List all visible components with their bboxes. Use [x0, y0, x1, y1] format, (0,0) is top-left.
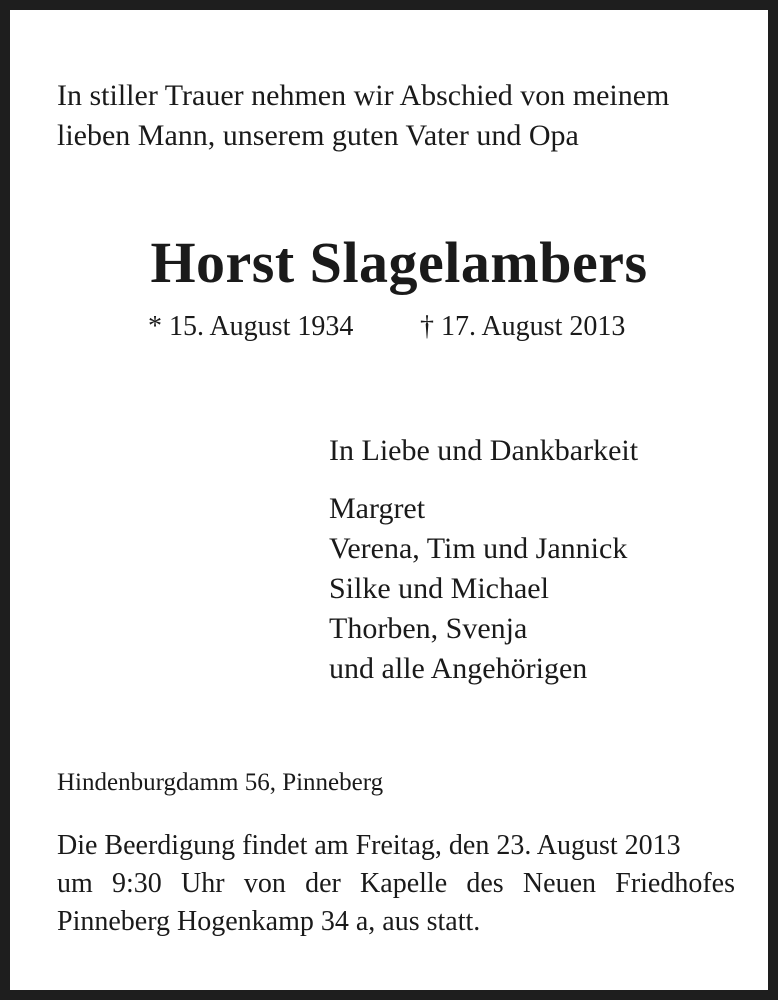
birth-date: * 15. August 1934 [148, 311, 354, 342]
deceased-name: Horst Slagelambers [150, 230, 648, 295]
mourners-block [329, 431, 638, 689]
funeral-line-1: Die Beerdigung findet am Freitag, den 23. August 2013 [57, 830, 681, 861]
mourner-name: Silke und Michael [329, 572, 549, 605]
funeral-line-2: um 9:30 Uhr von der Kapelle des Neuen Friedhofes [57, 868, 735, 899]
mourners-list [329, 489, 638, 689]
intro-text [57, 76, 747, 156]
death-date: † 17. August 2013 [420, 311, 626, 342]
intro-line-2: lieben Mann, unserem guten Vater und Opa [57, 119, 579, 152]
funeral-info [57, 827, 735, 941]
family-address: Hindenburgdamm 56, Pinneberg [57, 769, 384, 796]
mourner-name: und alle Angehörigen [329, 652, 588, 685]
mourner-name: Margret [329, 492, 426, 525]
mourner-name: Verena, Tim und Jannick [329, 532, 628, 565]
funeral-line-3: Pinneberg Hogenkamp 34 a, aus statt. [57, 906, 481, 937]
intro-line-1: In stiller Trauer nehmen wir Abschied von meinem [57, 79, 670, 112]
mourners-heading: In Liebe und Dankbarkeit [329, 434, 639, 467]
mourner-name: Thorben, Svenja [329, 612, 528, 645]
